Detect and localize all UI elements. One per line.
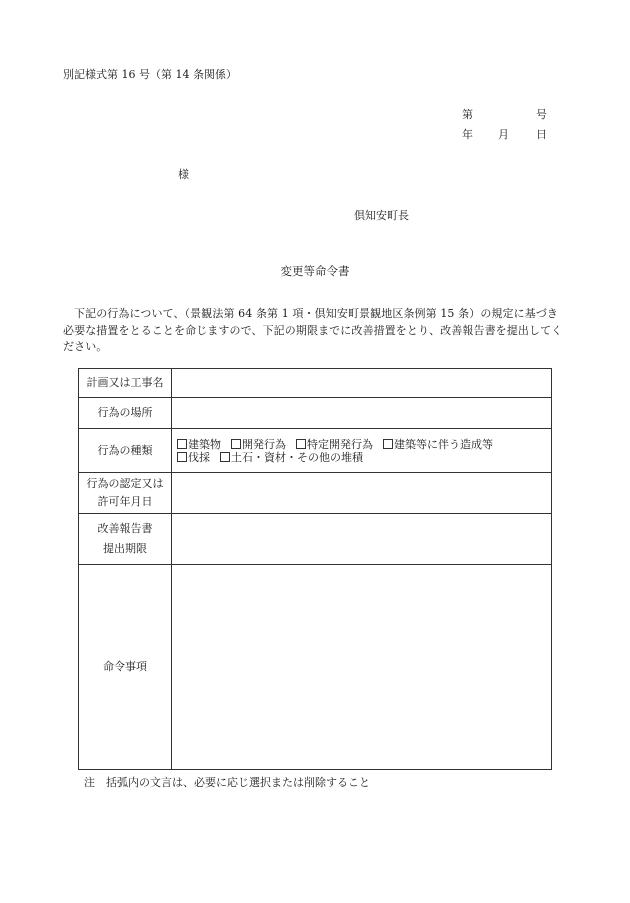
table-row: [79, 473, 552, 514]
document-title: 変更等命令書: [280, 264, 350, 278]
type-option-checkbox[interactable]: [383, 438, 493, 451]
value-place[interactable]: [172, 398, 552, 429]
label-order-items: 命令事項: [79, 565, 172, 770]
type-options-line-1: [177, 438, 551, 451]
issuer-name: 倶知安町長: [354, 209, 409, 222]
type-option-checkbox[interactable]: [177, 451, 210, 464]
checkbox-icon[interactable]: [231, 439, 241, 449]
date-month: 月: [498, 128, 509, 141]
label-report-deadline-line2: 提出期限: [103, 542, 147, 555]
table-row: [79, 398, 552, 429]
checkbox-icon[interactable]: [177, 439, 187, 449]
type-option-label: 開発行為: [242, 437, 286, 451]
date-day: 日: [536, 128, 547, 141]
type-option-checkbox[interactable]: [296, 438, 373, 451]
value-approval-date[interactable]: [172, 473, 552, 514]
label-approval-date-line1: 行為の認定又は: [86, 477, 164, 490]
type-option-label: 建築等に伴う造成等: [394, 437, 493, 451]
table-row: [79, 565, 552, 770]
checkbox-icon[interactable]: [177, 452, 187, 462]
value-type: [172, 429, 552, 473]
date-year: 年: [462, 128, 473, 141]
label-approval-date-line2: 許可年月日: [97, 495, 153, 508]
order-form-table: [78, 368, 552, 770]
table-row: [79, 429, 552, 473]
type-option-checkbox[interactable]: [231, 438, 286, 451]
label-type: 行為の種類: [79, 429, 172, 473]
checkbox-icon[interactable]: [296, 439, 306, 449]
type-option-checkbox[interactable]: [177, 438, 221, 451]
number-suffix: 号: [536, 108, 547, 121]
label-approval-date: [79, 473, 172, 514]
value-order-items[interactable]: [172, 565, 552, 770]
type-option-label: 伐採: [188, 450, 210, 464]
type-option-checkbox[interactable]: [220, 451, 363, 464]
type-options-line-2: [177, 451, 551, 464]
value-plan-name[interactable]: [172, 369, 552, 398]
label-plan-name: 計画又は工事名: [79, 369, 172, 398]
type-option-label: 土石・資材・その他の堆積: [231, 450, 363, 464]
form-label: 別記様式第 16 号（第 14 条関係）: [63, 68, 237, 81]
value-report-deadline[interactable]: [172, 514, 552, 565]
addressee-honorific: 様: [178, 168, 189, 181]
body-paragraph: 下記の行為について、（景観法第 64 条第 1 項・倶知安町景観地区条例第 15 条）の規定に基づき必要な措置をとることを命じますので、下記の期限までに改善措置をとり、改善報告書を提出してください。: [63, 307, 563, 353]
label-report-deadline-line1: 改善報告書: [97, 522, 153, 535]
label-place: 行為の場所: [79, 398, 172, 429]
table-row: [79, 369, 552, 398]
type-option-label: 特定開発行為: [307, 437, 373, 451]
number-prefix: 第: [462, 108, 473, 121]
label-report-deadline: [79, 514, 172, 565]
checkbox-icon[interactable]: [220, 452, 230, 462]
type-option-label: 建築物: [188, 437, 221, 451]
footnote: 注 括弧内の文言は、必要に応じ選択または削除すること: [84, 776, 370, 789]
table-row: [79, 514, 552, 565]
checkbox-icon[interactable]: [383, 439, 393, 449]
